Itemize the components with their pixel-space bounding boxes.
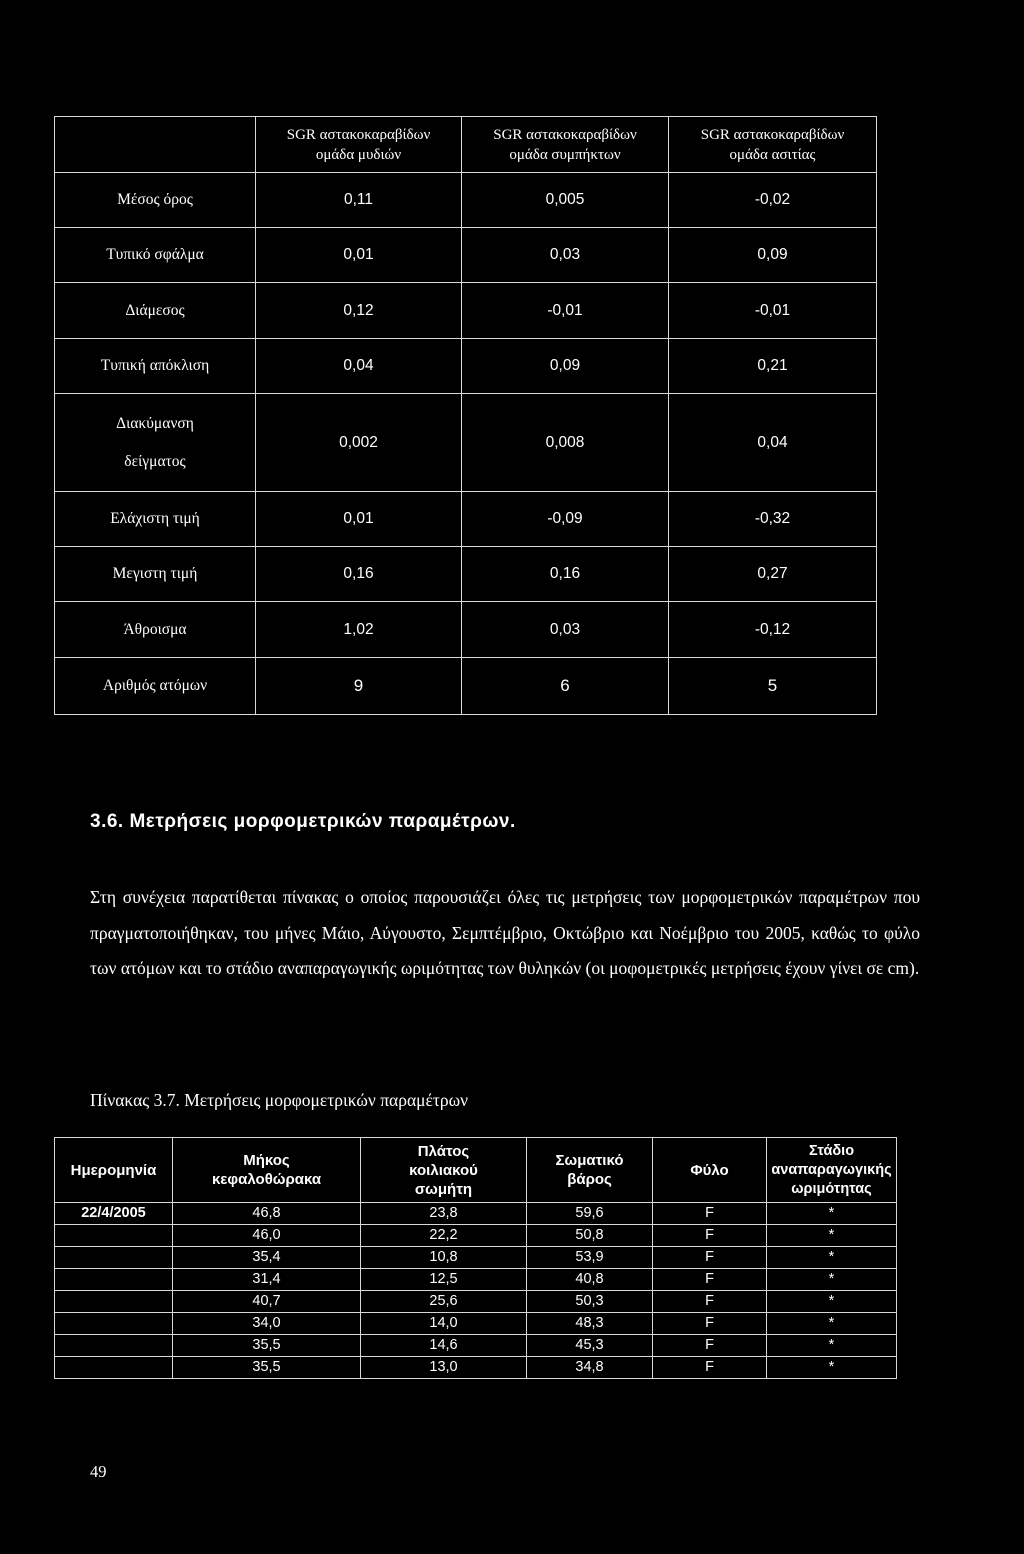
table-cell: 0,008 bbox=[462, 394, 669, 492]
morphometric-table bbox=[54, 1137, 897, 1379]
column-header bbox=[462, 117, 669, 173]
table-row bbox=[55, 1225, 897, 1247]
table-cell: 6 bbox=[462, 658, 669, 715]
column-header-line2: ομάδα μυδιών bbox=[315, 146, 402, 163]
column-header-line1: SGR αστακοκαραβίδων bbox=[700, 126, 845, 143]
column-header-line2: ομάδα ασιτίας bbox=[729, 146, 816, 163]
body-paragraph: Στη συνέχεια παρατίθεται πίνακας ο οποίος παρουσιάζει όλες τις μετρήσεις των μορφομετρικών παραμέτρων που πραγματοποιήθηκαν, του μήνες Μάιο, Αύγουστο, Σεμπτέμβριο, Οκτώβριο και Νοέμβριο του 2005, καθώς το φύλο των ατόμων και το στάδιο αναπαραγωγικής ωριμότητας των θυληκών (οι μοφομετρικές μετρήσεις έχουν γίνει σε cm). bbox=[90, 887, 920, 978]
table-cell: 0,01 bbox=[256, 492, 462, 547]
table-cell: 35,5 bbox=[173, 1357, 361, 1379]
table-cell: 12,5 bbox=[361, 1269, 527, 1291]
table-cell: -0,01 bbox=[462, 283, 669, 339]
date-cell bbox=[55, 1247, 173, 1269]
row-label bbox=[55, 394, 256, 492]
table-cell: 0,11 bbox=[256, 173, 462, 228]
table-cell: 0,09 bbox=[462, 339, 669, 394]
table-cell: 0,04 bbox=[256, 339, 462, 394]
table-cell: 46,0 bbox=[173, 1225, 361, 1247]
table-cell: 25,6 bbox=[361, 1291, 527, 1313]
table-cell: * bbox=[767, 1247, 897, 1269]
table-cell: 14,0 bbox=[361, 1313, 527, 1335]
column-header bbox=[669, 117, 877, 173]
table-row bbox=[55, 173, 877, 228]
table-cell: 0,002 bbox=[256, 394, 462, 492]
row-label: Αριθμός ατόμων bbox=[55, 658, 256, 715]
table-cell: 59,6 bbox=[527, 1203, 653, 1225]
table-cell: * bbox=[767, 1203, 897, 1225]
table-cell: 1,02 bbox=[256, 602, 462, 658]
table-cell: 22,2 bbox=[361, 1225, 527, 1247]
table-cell: 0,16 bbox=[462, 547, 669, 602]
table-row bbox=[55, 1247, 897, 1269]
date-cell bbox=[55, 1269, 173, 1291]
table-cell: * bbox=[767, 1225, 897, 1247]
row-label-line2: δείγματος bbox=[124, 452, 186, 470]
table-row bbox=[55, 1313, 897, 1335]
date-cell bbox=[55, 1225, 173, 1247]
table-header-row bbox=[55, 117, 877, 173]
table-cell: -0,12 bbox=[669, 602, 877, 658]
table-cell: 40,7 bbox=[173, 1291, 361, 1313]
date-cell bbox=[55, 1357, 173, 1379]
table-cell: -0,09 bbox=[462, 492, 669, 547]
table-cell: 35,4 bbox=[173, 1247, 361, 1269]
table-row bbox=[55, 339, 877, 394]
table-cell: 50,8 bbox=[527, 1225, 653, 1247]
row-label: Διάμεσος bbox=[55, 283, 256, 339]
date-cell: 22/4/2005 bbox=[55, 1203, 173, 1225]
table-cell: * bbox=[767, 1357, 897, 1379]
table-cell: 0,09 bbox=[669, 228, 877, 283]
table-row bbox=[55, 1203, 897, 1225]
table-cell: 0,12 bbox=[256, 283, 462, 339]
table-cell: 31,4 bbox=[173, 1269, 361, 1291]
table-caption: Πίνακας 3.7. Μετρήσεις μορφομετρικών παραμέτρων bbox=[90, 1090, 469, 1110]
table-cell: F bbox=[653, 1225, 767, 1247]
table-cell: F bbox=[653, 1291, 767, 1313]
date-cell bbox=[55, 1313, 173, 1335]
date-cell bbox=[55, 1335, 173, 1357]
row-label-line1: Διακύμανση bbox=[116, 414, 194, 432]
table-row bbox=[55, 283, 877, 339]
column-header bbox=[256, 117, 462, 173]
column-header: Φύλο bbox=[653, 1138, 767, 1203]
table-cell: 0,16 bbox=[256, 547, 462, 602]
table-cell: -0,02 bbox=[669, 173, 877, 228]
table-cell: 46,8 bbox=[173, 1203, 361, 1225]
table-cell: 50,3 bbox=[527, 1291, 653, 1313]
column-header: Στάδιο αναπαραγωγικής ωριμότητας bbox=[767, 1138, 897, 1203]
table-row bbox=[55, 658, 877, 715]
column-header-line1: SGR αστακοκαραβίδων bbox=[493, 126, 637, 143]
table-row bbox=[55, 1291, 897, 1313]
table-row bbox=[55, 1269, 897, 1291]
table-cell: 5 bbox=[669, 658, 877, 715]
table-cell: * bbox=[767, 1291, 897, 1313]
sgr-statistics-table bbox=[54, 116, 877, 715]
table-row bbox=[55, 1335, 897, 1357]
table-cell: 13,0 bbox=[361, 1357, 527, 1379]
table-cell: 35,5 bbox=[173, 1335, 361, 1357]
column-header-line1: SGR αστακοκαραβίδων bbox=[286, 126, 431, 143]
table-cell: 9 bbox=[256, 658, 462, 715]
date-cell bbox=[55, 1291, 173, 1313]
table-cell: F bbox=[653, 1247, 767, 1269]
row-label: Μεγιστη τιμή bbox=[55, 547, 256, 602]
table-cell: 34,8 bbox=[527, 1357, 653, 1379]
table-row bbox=[55, 228, 877, 283]
table-cell: 10,8 bbox=[361, 1247, 527, 1269]
row-label: Μέσος όρος bbox=[55, 173, 256, 228]
table-cell: 14,6 bbox=[361, 1335, 527, 1357]
row-label: Άθροισμα bbox=[55, 602, 256, 658]
table-header-row bbox=[55, 1138, 897, 1203]
section-heading: 3.6. Μετρήσεις μορφομετρικών παραμέτρων. bbox=[90, 811, 516, 832]
column-header: Μήκος κεφαλοθώρακα bbox=[173, 1138, 361, 1203]
column-header: Ημερομηνία bbox=[55, 1138, 173, 1203]
table-cell: F bbox=[653, 1335, 767, 1357]
table-cell: * bbox=[767, 1335, 897, 1357]
table-row bbox=[55, 602, 877, 658]
table-cell: 45,3 bbox=[527, 1335, 653, 1357]
table-cell: 0,03 bbox=[462, 602, 669, 658]
table-row bbox=[55, 492, 877, 547]
row-label: Τυπικό σφάλμα bbox=[55, 228, 256, 283]
table-cell: 0,005 bbox=[462, 173, 669, 228]
table-cell: F bbox=[653, 1203, 767, 1225]
table-cell: F bbox=[653, 1357, 767, 1379]
table-cell: F bbox=[653, 1269, 767, 1291]
table-row bbox=[55, 1357, 897, 1379]
table-cell: 48,3 bbox=[527, 1313, 653, 1335]
table-cell: 23,8 bbox=[361, 1203, 527, 1225]
table-cell: 34,0 bbox=[173, 1313, 361, 1335]
column-header: Σωματικό βάρος bbox=[527, 1138, 653, 1203]
table-row bbox=[55, 547, 877, 602]
table-cell: -0,32 bbox=[669, 492, 877, 547]
column-header: Πλάτος κοιλιακού σωμήτη bbox=[361, 1138, 527, 1203]
table-cell: 0,27 bbox=[669, 547, 877, 602]
table-cell: * bbox=[767, 1313, 897, 1335]
table-cell: -0,01 bbox=[669, 283, 877, 339]
row-label: Τυπική απόκλιση bbox=[55, 339, 256, 394]
table-row bbox=[55, 394, 877, 492]
table-cell: 0,03 bbox=[462, 228, 669, 283]
page-number: 49 bbox=[90, 1462, 107, 1481]
table-cell: 0,21 bbox=[669, 339, 877, 394]
table-cell: F bbox=[653, 1313, 767, 1335]
table-cell: 53,9 bbox=[527, 1247, 653, 1269]
row-label: Ελάχιστη τιμή bbox=[55, 492, 256, 547]
table-cell: 0,04 bbox=[669, 394, 877, 492]
table-cell: 40,8 bbox=[527, 1269, 653, 1291]
table-cell: 0,01 bbox=[256, 228, 462, 283]
header-empty-cell bbox=[55, 117, 256, 173]
table-cell: * bbox=[767, 1269, 897, 1291]
column-header-line2: ομάδα συμπήκτων bbox=[509, 146, 621, 163]
